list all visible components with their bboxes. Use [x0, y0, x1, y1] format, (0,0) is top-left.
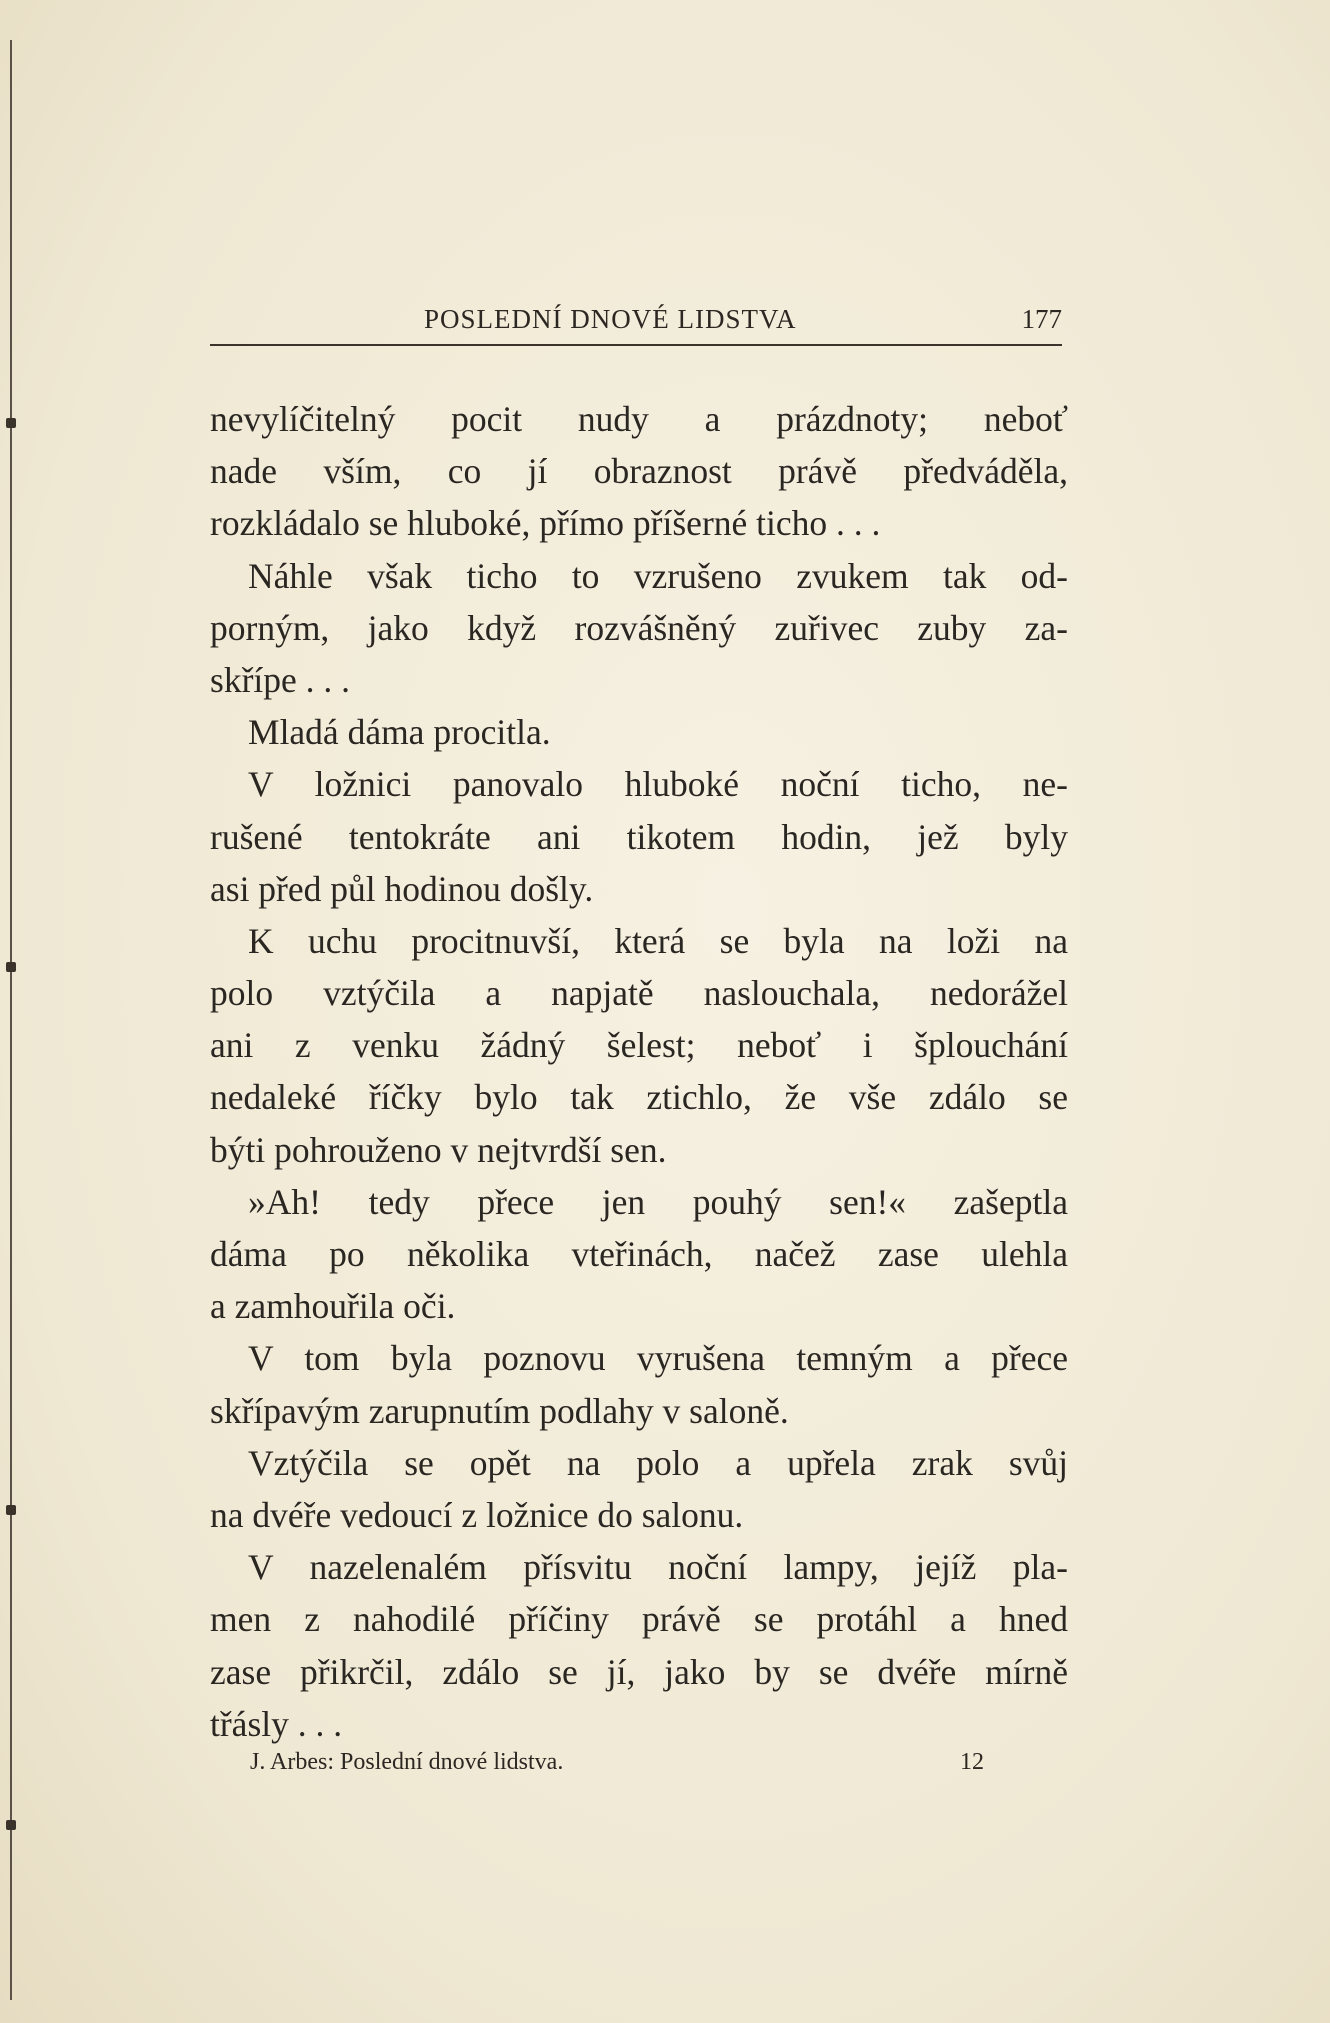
text-line: nedaleké říčky bylo tak ztichlo, že vše zdálo se: [210, 1077, 1068, 1118]
text-line: rozkládalo se hluboké, přímo příšerné ticho . . .: [210, 503, 881, 544]
signature-mark: J. Arbes: Poslední dnové lidstva.: [250, 1749, 564, 1775]
text-line: třásly . . .: [210, 1703, 343, 1744]
body-text: [210, 393, 1068, 1750]
text-line: rušené tentokráte ani tikotem hodin, jež byly: [210, 816, 1068, 857]
text-line: a zamhouřila oči.: [210, 1286, 456, 1327]
text-line: Náhle však ticho to vzrušeno zvukem tak od-: [248, 555, 1068, 596]
text-line: men z nahodilé příčiny právě se protáhl a hned: [210, 1599, 1068, 1640]
text-line: ani z venku žádný šelest; neboť i šplouchání: [210, 1025, 1068, 1066]
text-line: K uchu procitnuvší, která se byla na loži na: [248, 920, 1068, 961]
text-line: V tom byla poznovu vyrušena temným a přece: [248, 1338, 1068, 1379]
text-line: polo vztýčila a napjatě naslouchala, nedorážel: [210, 973, 1068, 1014]
text-line: býti pohrouženo v nejtvrdší sen.: [210, 1129, 667, 1170]
text-line: nevylíčitelný pocit nudy a prázdnoty; neboť: [210, 399, 1068, 439]
binding-mark: [6, 1505, 16, 1515]
text-line: asi před půl hodinou došly.: [210, 868, 594, 909]
text-line: na dvéře vedoucí z ložnice do salonu.: [210, 1494, 744, 1535]
page-number: 177: [1021, 304, 1062, 334]
text-line: »Ah! tedy přece jen pouhý sen!« zašeptla: [248, 1181, 1068, 1222]
text-line: V nazelenalém přísvitu noční lampy, jejíž pla-: [248, 1547, 1068, 1588]
sheet-number: 12: [960, 1749, 984, 1775]
text-line: Vztýčila se opět na polo a upřela zrak svůj: [248, 1442, 1068, 1483]
text-line: zase přikrčil, zdálo se jí, jako by se dvéře mírně: [210, 1651, 1068, 1692]
text-line: V ložnici panovalo hluboké noční ticho, ne-: [248, 764, 1068, 805]
page-header: [210, 296, 1062, 346]
text-line: Mladá dáma procitla.: [248, 712, 551, 753]
text-line: skřípavým zarupnutím podlahy v saloně.: [210, 1390, 789, 1431]
text-line: porným, jako když rozvášněný zuřivec zuby za-: [210, 607, 1068, 648]
binding-mark: [6, 1820, 16, 1830]
binding-mark: [6, 418, 16, 428]
text-line: skřípe . . .: [210, 659, 351, 700]
text-line: nade vším, co jí obraznost právě předváděla,: [210, 451, 1068, 492]
running-title: POSLEDNÍ DNOVÉ LIDSTVA: [424, 304, 797, 334]
binding-mark: [6, 962, 16, 972]
text-line: dáma po několika vteřinách, načež zase ulehla: [210, 1234, 1068, 1274]
binding-edge: [10, 40, 12, 2000]
